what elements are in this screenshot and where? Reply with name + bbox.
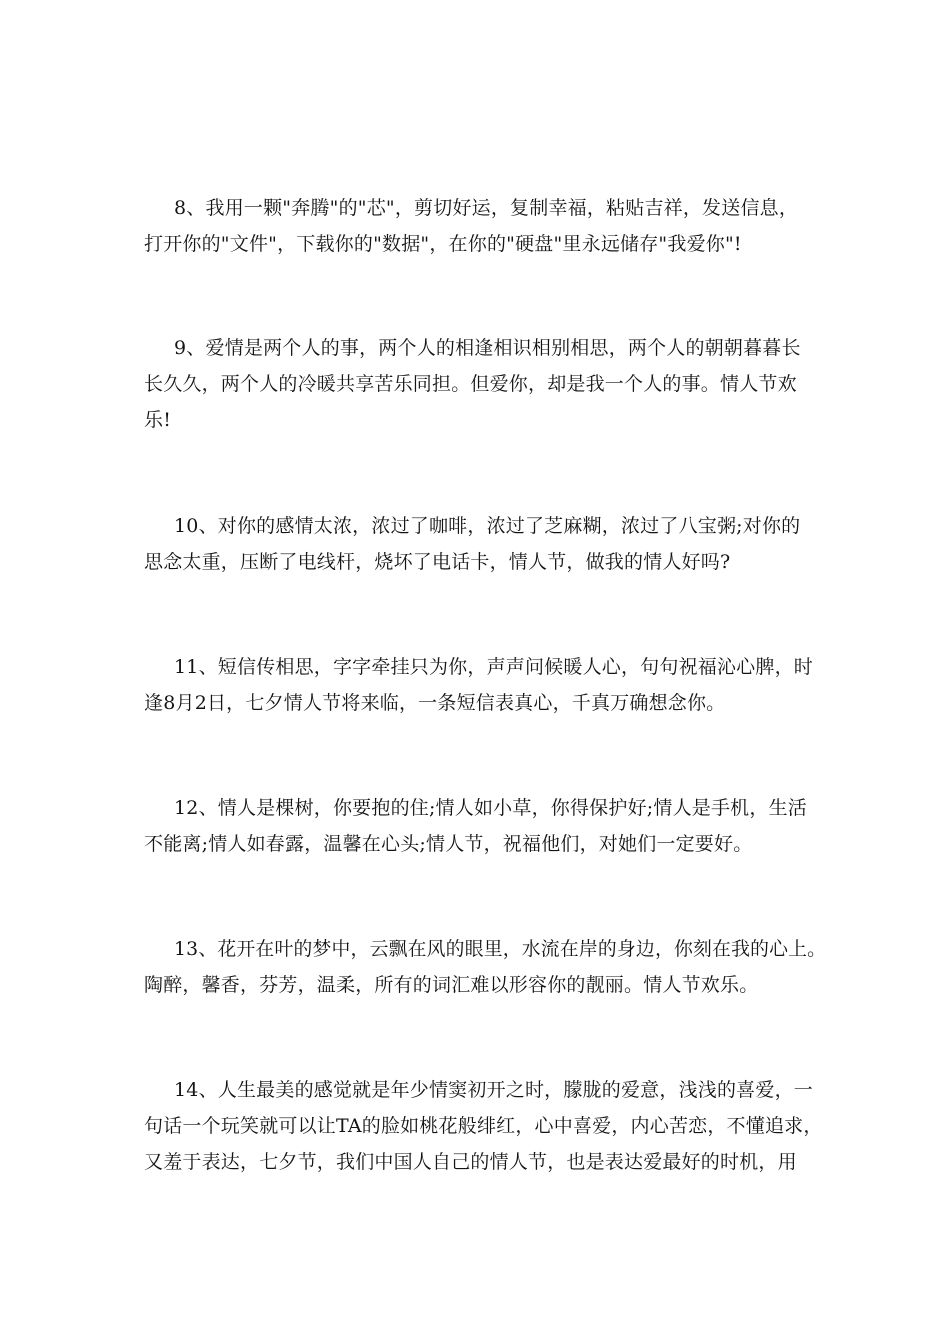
paragraph-13-line-1: 13、花开在叶的梦中，云飘在风的眼里，水流在岸的身边，你刻在我的心上。: [174, 938, 827, 960]
paragraph-10-line-1: 10、对你的感情太浓，浓过了咖啡，浓过了芝麻糊，浓过了八宝粥;对你的: [174, 515, 801, 537]
paragraph-9-line-1: 9、爱情是两个人的事，两个人的相逢相识相别相思，两个人的朝朝暮暮长: [174, 337, 801, 359]
paragraph-14-line-1: 14、人生最美的感觉就是年少情窦初开之时，朦胧的爱意，浅浅的喜爱，一: [174, 1079, 813, 1101]
paragraph-12-line-1: 12、情人是棵树，你要抱的住;情人如小草，你得保护好;情人是手机，生活: [174, 797, 807, 819]
paragraph-13-line-2: 陶醉，馨香，芬芳，温柔，所有的词汇难以形容你的靓丽。情人节欢乐。: [144, 974, 759, 996]
paragraph-11-line-1: 11、短信传相思，字字牵挂只为你，声声问候暖人心，句句祝福沁心脾，时: [174, 656, 813, 678]
paragraph-12-line-2: 不能离;情人如春露，温馨在心头;情人节，祝福他们，对她们一定要好。: [144, 833, 753, 855]
paragraph-14-line-3: 又羞于表达，七夕节，我们中国人自己的情人节，也是表达爱最好的时机，用: [144, 1151, 797, 1173]
paragraph-9-line-2: 长久久，两个人的冷暖共享苦乐同担。但爱你，却是我一个人的事。情人节欢: [144, 373, 797, 395]
paragraph-10-line-2: 思念太重，压断了电线杆，烧坏了电话卡，情人节，做我的情人好吗?: [144, 551, 731, 573]
paragraph-8-line-2: 打开你的"文件"，下载你的"数据"，在你的"硬盘"里永远储存"我爱你"!: [144, 233, 742, 255]
paragraph-9-line-3: 乐!: [144, 409, 172, 431]
paragraph-14-line-2: 句话一个玩笑就可以让TA的脸如桃花般绯红，心中喜爱，内心苦恋，不懂追求，: [144, 1115, 823, 1137]
paragraph-8-line-1: 8、我用一颗"奔腾"的"芯"，剪切好运，复制幸福，粘贴吉祥，发送信息，: [174, 197, 799, 219]
paragraph-11-line-2: 逢8月2日，七夕情人节将来临，一条短信表真心，千真万确想念你。: [144, 692, 726, 714]
